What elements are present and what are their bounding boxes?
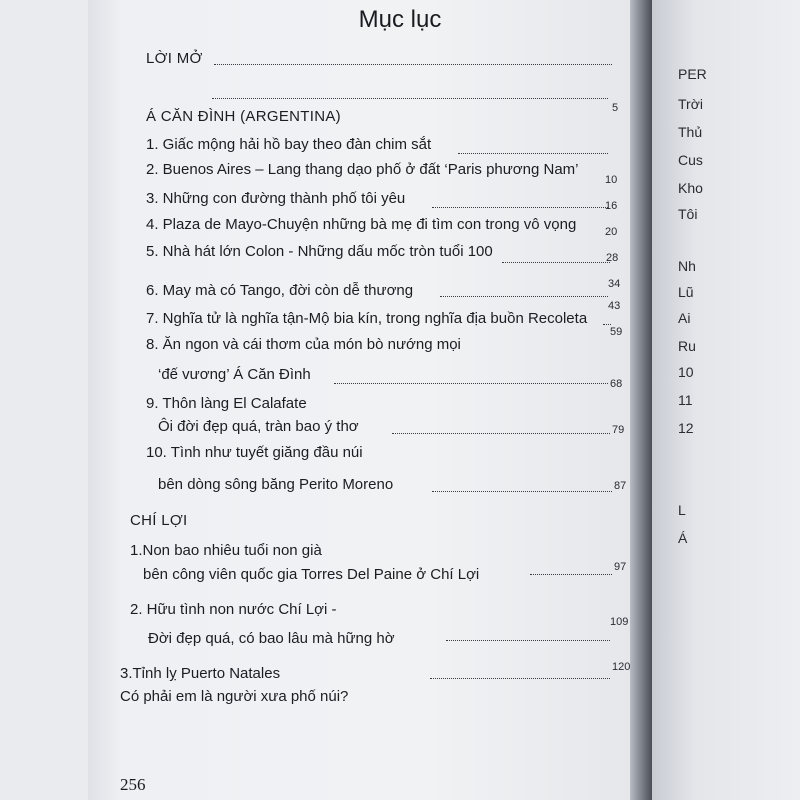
page-number: 120 bbox=[612, 661, 631, 673]
leader-dots bbox=[458, 153, 608, 154]
toc-entry: 3.Tỉnh lỵ Puerto Natales bbox=[120, 665, 281, 682]
leader-dots bbox=[214, 64, 612, 65]
page-number: 10 bbox=[605, 174, 618, 186]
page-number: 16 bbox=[605, 200, 618, 212]
right-page-fragment: 11 bbox=[678, 392, 693, 408]
leader-dots bbox=[440, 296, 608, 297]
page-number: 109 bbox=[610, 616, 629, 628]
right-page-fragment: Á bbox=[678, 530, 688, 546]
right-page-fragment: Thủ bbox=[678, 124, 703, 140]
toc-entry: 2. Buenos Aires – Lang thang dạo phố ở đất ‘Paris phương Nam’ bbox=[146, 161, 579, 178]
page-number: 87 bbox=[614, 480, 627, 492]
toc-entry: 2. Hữu tình non nước Chí Lợi - bbox=[130, 601, 337, 618]
right-page-fragment: L bbox=[678, 502, 686, 518]
toc-entry-continuation: Đời đẹp quá, có bao lâu mà hững hờ bbox=[148, 630, 395, 647]
leader-dots bbox=[430, 678, 610, 679]
toc-entry: 8. Ăn ngon và cái thơm của món bò nướng mọi bbox=[146, 336, 461, 353]
section-heading: CHÍ LỢI bbox=[130, 512, 188, 529]
right-page-fragment: Nh bbox=[678, 258, 696, 274]
leader-dots bbox=[603, 324, 611, 325]
leader-dots bbox=[446, 640, 610, 641]
toc-entry: 10. Tình như tuyết giăng đầu núi bbox=[146, 444, 363, 461]
right-page-fragment: Lũ bbox=[678, 284, 694, 300]
toc-entry-continuation: bên dòng sông băng Perito Moreno bbox=[158, 476, 394, 493]
toc-entry-continuation: bên công viên quốc gia Torres Del Paine ở Chí Lợi bbox=[143, 566, 480, 583]
right-page-fragment: 12 bbox=[678, 420, 694, 436]
page-number: 34 bbox=[608, 278, 621, 290]
page-title: Mục lục bbox=[358, 6, 442, 33]
toc-entry: 1.Non bao nhiêu tuổi non già bbox=[130, 542, 322, 559]
right-page-fragment: Trời bbox=[678, 96, 703, 112]
leader-dots bbox=[392, 433, 610, 434]
toc-entry: 3. Những con đường thành phố tôi yêu bbox=[146, 190, 406, 207]
toc-entry-continuation: ‘đế vương’ Á Căn Đình bbox=[158, 366, 311, 383]
right-page-fragment: 10 bbox=[678, 364, 694, 380]
leader-dots bbox=[212, 98, 608, 99]
page-number: 28 bbox=[606, 252, 619, 264]
right-page-fragment: Cus bbox=[678, 152, 703, 168]
right-page-fragment: Ru bbox=[678, 338, 696, 354]
section-heading: Á CĂN ĐÌNH (ARGENTINA) bbox=[146, 108, 341, 125]
right-page-fragment: PER bbox=[678, 66, 707, 82]
page-number: 43 bbox=[608, 300, 621, 312]
leader-dots bbox=[334, 383, 608, 384]
right-page bbox=[652, 0, 800, 800]
leader-dots bbox=[432, 207, 608, 208]
page-number: 79 bbox=[612, 424, 625, 436]
right-page-fragment: Tôi bbox=[678, 206, 698, 222]
page-folio: 256 bbox=[120, 775, 146, 794]
toc-entry-continuation: Ôi đời đẹp quá, tràn bao ý thơ bbox=[158, 418, 359, 435]
leader-dots bbox=[432, 491, 612, 492]
toc-entry: 4. Plaza de Mayo-Chuyện những bà mẹ đi tìm con trong vô vọng bbox=[146, 216, 577, 233]
leader-dots bbox=[502, 262, 610, 263]
toc-entry: 9. Thôn làng El Calafate bbox=[146, 395, 307, 412]
right-page-fragment: Kho bbox=[678, 180, 703, 196]
toc-entry: 6. May mà có Tango, đời còn dễ thương bbox=[146, 282, 414, 299]
toc-entry-continuation: Có phải em là người xưa phố núi? bbox=[120, 688, 349, 705]
toc-entry: 5. Nhà hát lớn Colon - Những dấu mốc tròn tuổi 100 bbox=[146, 243, 493, 260]
toc-entry: 7. Nghĩa tử là nghĩa tận-Mộ bia kín, trong nghĩa địa buồn Recoleta bbox=[146, 310, 588, 327]
toc-entry: 1. Giấc mộng hải hồ bay theo đàn chim sắt bbox=[146, 136, 432, 153]
page-number: 97 bbox=[614, 561, 627, 573]
page-number: 5 bbox=[612, 102, 619, 114]
page-number: 59 bbox=[610, 326, 623, 338]
page-number: 20 bbox=[605, 226, 618, 238]
intro-label: LỜI MỞ bbox=[146, 50, 203, 67]
page-number: 68 bbox=[610, 378, 623, 390]
leader-dots bbox=[530, 574, 612, 575]
right-page-fragment: Ai bbox=[678, 310, 691, 326]
